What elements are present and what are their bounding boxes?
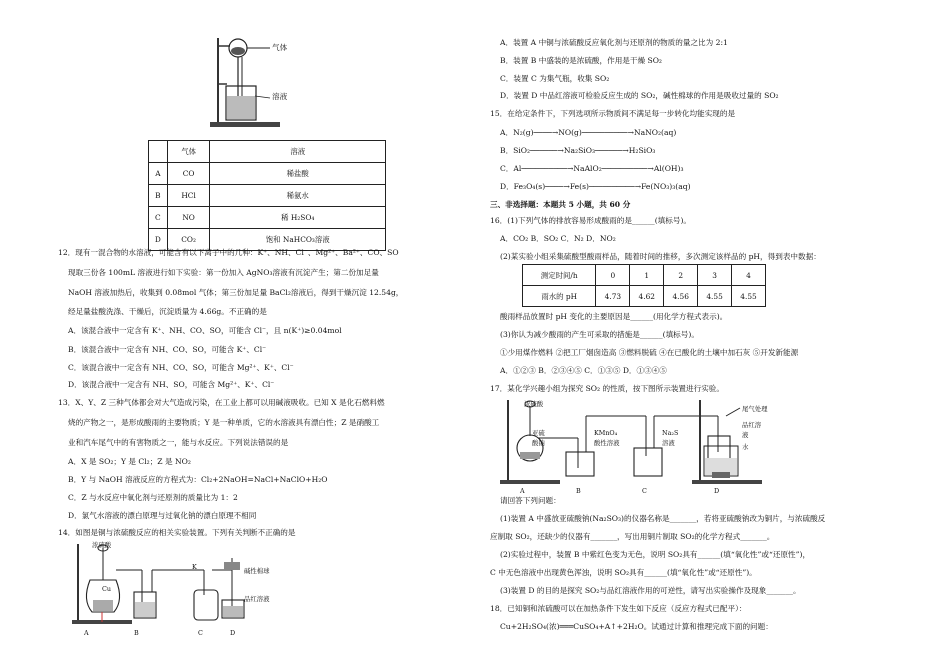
label-c: C xyxy=(198,629,203,637)
ph-table-cell: 4.62 xyxy=(630,286,664,307)
label-tail-gas: 尾气处理 xyxy=(742,405,768,413)
q17-line: 请回答下列问题： xyxy=(500,496,561,505)
label-concentrated-acid: 浓硫酸 xyxy=(92,541,112,549)
label-copper: Cu xyxy=(102,585,112,593)
gas-table-cell: 稀氨水 xyxy=(210,185,386,207)
q17-line: (1)装置 A 中盛放亚硫酸钠(Na₂SO₃)的仪器名称是_______，若将亚硫酸钠改为铜片，与浓硫酸反 xyxy=(500,514,826,523)
gas-solution-table xyxy=(148,140,386,251)
q12-option-b: B．该混合液中一定含有 NH、CO、SO，可能含 K⁺、Cl⁻ xyxy=(68,345,267,354)
ph-table-cell: 0 xyxy=(596,265,630,286)
gas-absorption-drawing xyxy=(208,36,328,131)
ph-table-cell: 1 xyxy=(630,265,664,286)
ph-table-cell: 4.73 xyxy=(596,286,630,307)
q15-option-a: A．N₂(g)────→NO(g)──────────→NaNO₂(aq) xyxy=(500,128,677,137)
label-kmno4-1: KMnO₄ xyxy=(594,429,618,437)
label-sodium-sulfite-1: 亚硫 xyxy=(532,429,545,437)
q12-line: 现取三份各 100mL 溶液进行如下实验：第一份加入 AgNO₃溶液有沉淀产生；第二份加足量 xyxy=(68,268,379,277)
q12-line: 12．现有一混合物的水溶液，可能含有以下离子中的几种：K⁺、NH、Cl⁻、Mg²⁺、Ba²⁺、CO、SO xyxy=(58,248,399,257)
q16-part3-options: A．①②③ B．②③④⑤ C．①③⑤ D．①③④⑤ xyxy=(500,366,667,375)
label-kmno4-2: 酸性溶液 xyxy=(594,439,620,447)
q17-line: (2)实验过程中，装置 B 中紫红色变为无色，说明 SO₂具有______(填“氧化性”或“还原性”)， xyxy=(500,550,811,559)
q15-option-c: C．Al──────────→NaAlO₂──────────→Al(OH)₃ xyxy=(500,164,684,173)
q14-stem: 14．如图是铜与浓硫酸反应的相关实验装置。下列有关判断不正确的是 xyxy=(58,528,296,537)
gas-table-header: 气体 xyxy=(167,141,210,163)
label-c: C xyxy=(642,487,647,495)
q15-option-d: D．Fe₃O₄(s)────→Fe(s)──────────→Fe(NO₃)₃(aq) xyxy=(500,182,691,191)
q15-stem: 15．在给定条件下，下列选项所示物质间不满足每一步转化均能实现的是 xyxy=(490,109,736,118)
q12-line: 经足量盐酸洗涤、干燥后，沉淀质量为 4.66g。不正确的是 xyxy=(68,307,267,316)
ph-table-cell: 3 xyxy=(698,265,732,286)
ph-table-cell: 4.56 xyxy=(664,286,698,307)
q16-part1-options: A．CO₂ B．SO₂ C．N₂ D．NO₂ xyxy=(500,234,616,243)
label-alkali-cotton: 碱性棉球 xyxy=(244,567,270,575)
gas-table-header: 溶液 xyxy=(210,141,386,163)
q13-option-b: B．Y 与 NaOH 溶液反应的方程式为：Cl₂+2NaOH=NaCl+NaClO+H₂O xyxy=(68,475,328,484)
label-d: D xyxy=(714,487,720,495)
gas-table-cell: B xyxy=(149,185,168,207)
q13-line: 业和汽车尾气中的有害物质之一，能与水反应。下列说法错误的是 xyxy=(68,438,289,447)
label-na2s-2: 溶液 xyxy=(662,439,675,447)
q17-line: (3)装置 D 的目的是探究 SO₂与品红溶液作用的可逆性，请写出实验操作及现象_______。 xyxy=(500,586,801,595)
label-solution: 溶液 xyxy=(272,92,288,101)
ph-table-cell: 4.55 xyxy=(698,286,732,307)
label-b: B xyxy=(134,629,139,637)
table-row xyxy=(149,163,386,185)
q17-line: C 中无色溶液中出现黄色浑浊，说明 SO₂具有______(填“氧化性”或“还原性”)。 xyxy=(490,568,757,577)
label-valve-k: K xyxy=(192,563,197,571)
q13-line: 烧的产物之一，是形成酸雨的主要物质；Y 是一种单质，它的水溶液具有漂白性；Z 是硝酸工 xyxy=(68,418,380,427)
label-d: D xyxy=(230,629,236,637)
ph-table-cell: 测定时间/h xyxy=(523,265,596,286)
gas-table-cell: 稀盐酸 xyxy=(210,163,386,185)
table-row xyxy=(149,185,386,207)
q17-line: 应制取 SO₂，还缺少的仪器有_______，写出用铜片制取 SO₂的化学方程式_______。 xyxy=(490,532,775,541)
label-gas: 气体 xyxy=(272,43,288,52)
q12-option-d: D．该混合液中一定含有 NH、SO，可能含 Mg²⁺、K⁺、Cl⁻ xyxy=(68,380,275,389)
q14-option-c: C．装置 C 为集气瓶，收集 SO₂ xyxy=(500,74,610,83)
label-b: B xyxy=(576,487,581,495)
q16-part2: (2)某实验小组采集硫酸型酸雨样品，随着时间的推移，多次测定该样品的 pH，得到表中数据： xyxy=(500,252,821,261)
q13-option-c: C．Z 与水反应中氧化剂与还原剂的质量比为 1：2 xyxy=(68,493,238,502)
gas-table-cell: CO xyxy=(167,163,210,185)
gas-table-header xyxy=(149,141,168,163)
ph-table-cell: 4.55 xyxy=(732,286,766,307)
label-sodium-sulfite-2: 酸钠 xyxy=(532,439,545,447)
label-a: A xyxy=(520,487,525,495)
table-row xyxy=(523,286,766,307)
table-row xyxy=(149,207,386,229)
gas-table-cell: NO xyxy=(167,207,210,229)
q16-part1: 16．(1)下列气体的排放容易形成酸雨的是______(填标号)。 xyxy=(490,216,691,225)
label-concentrated-acid: 浓硫酸 xyxy=(524,400,544,408)
label-magenta-1: 品红溶 xyxy=(742,421,762,429)
q14-option-b: B．装置 B 中盛装的是浓硫酸，作用是干燥 SO₂ xyxy=(500,56,662,65)
q16-part3: (3)你认为减少酸雨的产生可采取的措施是______(填标号)。 xyxy=(500,330,699,339)
q12-line: NaOH 溶液加热后，收集到 0.08mol 气体；第三份加足量 BaCl₂溶液后，得到干燥沉淀 12.54g， xyxy=(68,288,404,297)
q14-option-d: D．装置 D 中品红溶液可检验反应生成的 SO₂，碱性棉球的作用是吸收过量的 SO₂ xyxy=(500,91,779,100)
q13-option-a: A．X 是 SO₂；Y 是 Cl₂；Z 是 NO₂ xyxy=(68,457,191,466)
ph-table-cell: 雨水的 pH xyxy=(523,286,596,307)
q13-line: 13．X、Y、Z 三种气体都会对大气造成污染，在工业上都可以用碱液吸收。已知 X 是化石燃料燃 xyxy=(58,398,385,407)
table-row xyxy=(523,265,766,286)
label-a: A xyxy=(84,629,89,637)
q17-stem: 17．某化学兴趣小组为探究 SO₂ 的性质，按下图所示装置进行实验。 xyxy=(490,384,724,393)
label-magenta-2: 液 xyxy=(742,431,749,439)
gas-table-cell: A xyxy=(149,163,168,185)
gas-table-cell: 稀 H₂SO₄ xyxy=(210,207,386,229)
label-na2s-1: Na₂S xyxy=(662,429,679,437)
q16-part2-question: 酸雨样品放置时 pH 变化的主要原因是______(用化学方程式表示)。 xyxy=(500,312,728,321)
gas-table-cell: C xyxy=(149,207,168,229)
q15-option-b: B．SiO₂──────→Na₂SiO₃──────→H₂SiO₃ xyxy=(500,146,656,155)
q18-line: 18．已知铜和浓硫酸可以在加热条件下发生如下反应（反应方程式已配平）： xyxy=(490,604,747,613)
ph-table-cell: 4 xyxy=(732,265,766,286)
q12-option-c: C．该混合液中一定含有 NH、CO、SO，可能含 Mg²⁺、K⁺、Cl⁻ xyxy=(68,363,294,372)
q18-line: Cu+2H₂SO₄(浓)═══CuSO₄+A↑+2H₂O。试通过计算和推理完成下面的问题： xyxy=(500,622,773,631)
q13-option-d: D．氯气水溶液的漂白原理与过氧化钠的漂白原理不相同 xyxy=(68,511,257,520)
q16-part3-measures: ①少用煤作燃料 ②把工厂烟囱造高 ③燃料脱硫 ④在已酸化的土壤中加石灰 ⑤开发新能源 xyxy=(500,348,799,357)
gas-table-cell: D xyxy=(149,229,168,251)
gas-table-cell: CO₂ xyxy=(167,229,210,251)
ph-table-cell: 2 xyxy=(664,265,698,286)
q14-option-a: A．装置 A 中铜与浓硫酸反应氧化剂与还原剂的物质的量之比为 2:1 xyxy=(500,38,728,47)
ph-table xyxy=(522,264,766,307)
label-water: 水 xyxy=(742,443,749,451)
gas-table-cell: 饱和 NaHCO₃溶液 xyxy=(210,229,386,251)
gas-table-cell: HCl xyxy=(167,185,210,207)
q12-option-a: A．该混合液中一定含有 K⁺、NH、CO、SO，可能含 Cl⁻，且 n(K⁺)≥0.04mol xyxy=(68,326,342,335)
section-heading: 三、非选择题：本题共 5 小题，共 60 分 xyxy=(490,200,631,209)
label-magenta-solution: 品红溶液 xyxy=(244,595,270,603)
